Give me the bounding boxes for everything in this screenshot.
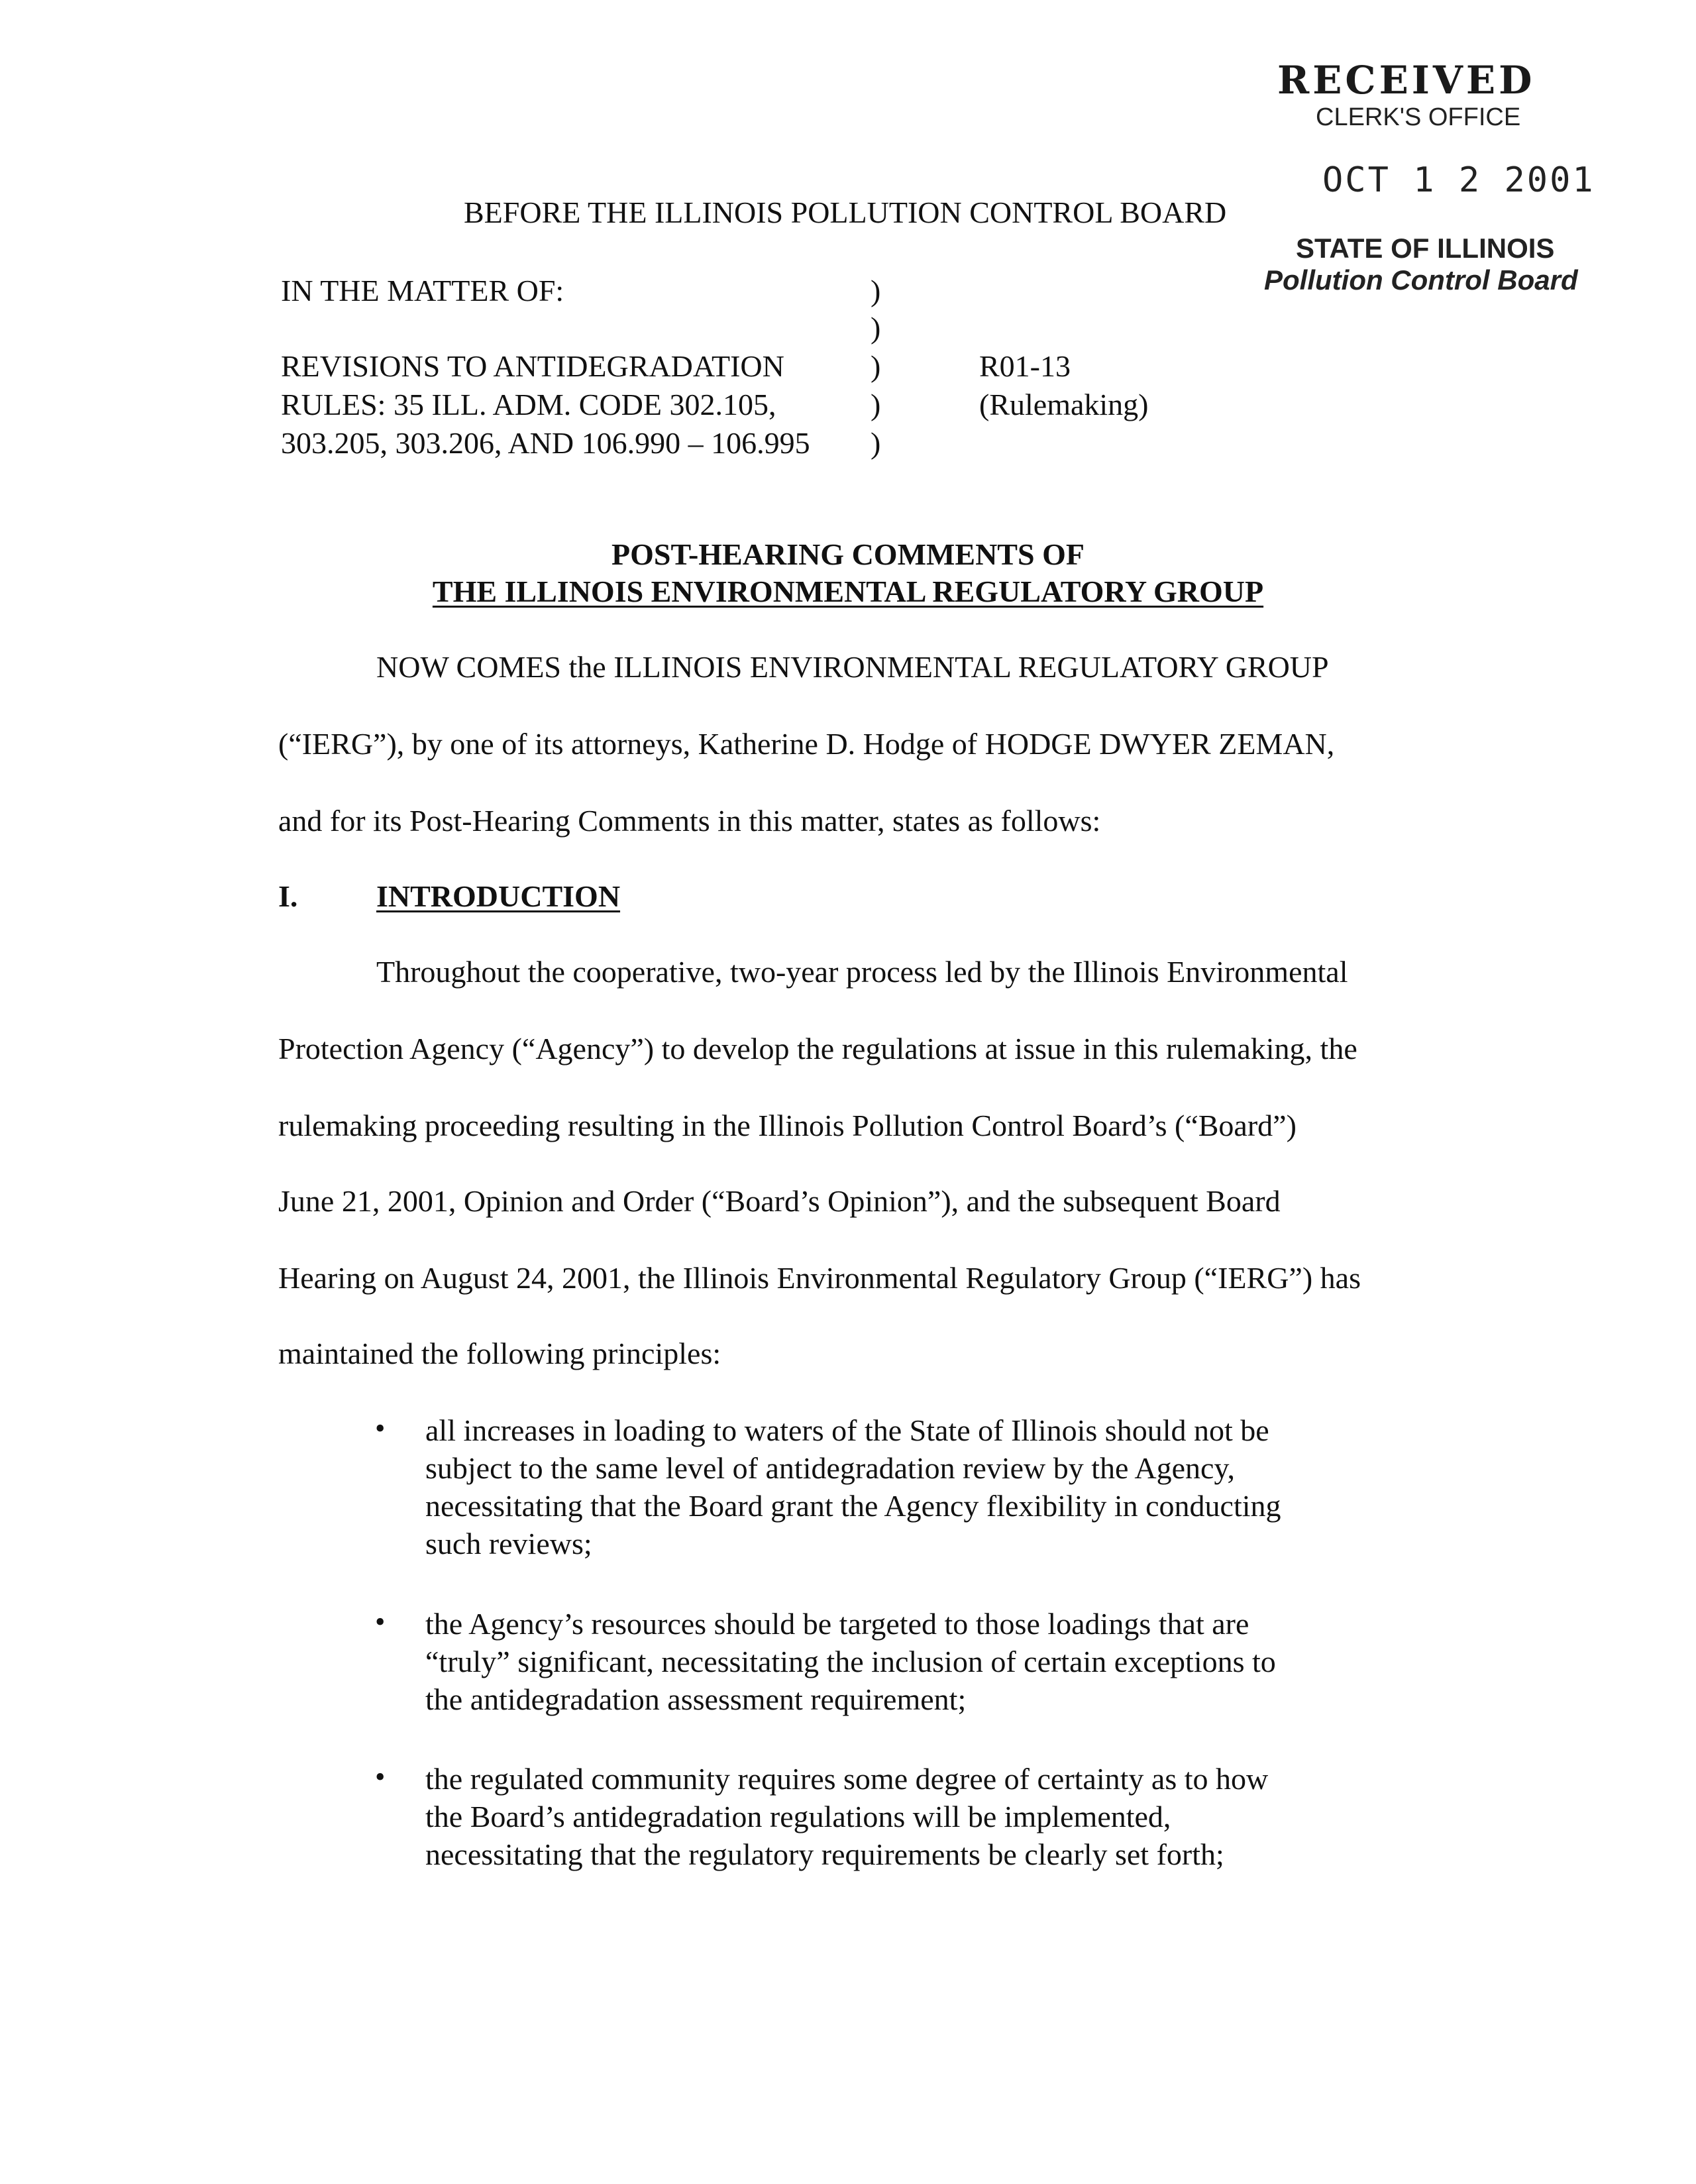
bullet-1-line: all increases in loading to waters of the State of Illinois should not be (425, 1413, 1269, 1447)
bullet-2-line: “truly” significant, necessitating the inclusion of certain exceptions to (425, 1645, 1276, 1678)
stamp-received: RECEIVED (1277, 58, 1536, 103)
bullet-3-line: the Board’s antidegradation regulations will be implemented, (425, 1800, 1171, 1833)
bullet-2-line: the antidegradation assessment requirement; (425, 1682, 967, 1716)
caption-line-3: REVISIONS TO ANTIDEGRADATION (281, 349, 784, 383)
stamp-office: CLERK'S OFFICE (1316, 103, 1521, 131)
section-heading: INTRODUCTION (376, 879, 621, 913)
body-line: maintained the following principles: (278, 1337, 721, 1370)
bullet-3-line: the regulated community requires some degree of certainty as to how (425, 1762, 1269, 1796)
caption-paren: ) (871, 426, 881, 460)
case-type: (Rulemaking) (979, 388, 1149, 421)
bullet-1-line: necessitating that the Board grant the Agency flexibility in conducting (425, 1489, 1281, 1523)
stamp-date: OCT 1 2 2001 (1322, 160, 1595, 200)
bullet-symbol: • (375, 1606, 386, 1638)
caption-paren: ) (871, 311, 881, 345)
caption-paren: ) (871, 274, 881, 307)
bullet-3-line: necessitating that the regulatory requirements be clearly set forth; (425, 1837, 1224, 1871)
caption-paren: ) (871, 349, 881, 383)
body-line: rulemaking proceeding resulting in the Illinois Pollution Control Board’s (“Board”) (278, 1109, 1297, 1142)
bullet-1-line: subject to the same level of antidegradation review by the Agency, (425, 1451, 1235, 1485)
bullet-1-line: such reviews; (425, 1527, 592, 1560)
body-line: Hearing on August 24, 2001, the Illinois Environmental Regulatory Group (“IERG”) has (278, 1261, 1361, 1295)
section-number: I. (278, 879, 298, 913)
intro-line: and for its Post-Hearing Comments in this matter, states as follows: (278, 804, 1101, 838)
case-number: R01-13 (979, 349, 1071, 383)
caption-line-5: 303.205, 303.206, AND 106.990 – 106.995 (281, 426, 810, 460)
document-title-line-1: POST-HEARING COMMENTS OF (611, 537, 1085, 571)
intro-line: (“IERG”), by one of its attorneys, Katherine D. Hodge of HODGE DWYER ZEMAN, (278, 727, 1335, 761)
caption-line-1: IN THE MATTER OF: (281, 274, 564, 307)
bullet-2-line: the Agency’s resources should be targeted to those loadings that are (425, 1607, 1249, 1641)
bullet-symbol: • (375, 1761, 386, 1793)
stamp-board: Pollution Control Board (1264, 264, 1578, 296)
document-title-line-2: THE ILLINOIS ENVIRONMENTAL REGULATORY GROUP (432, 574, 1264, 608)
intro-line: NOW COMES the ILLINOIS ENVIRONMENTAL REGULATORY GROUP (376, 650, 1329, 684)
body-line: June 21, 2001, Opinion and Order (“Board’s Opinion”), and the subsequent Board (278, 1184, 1281, 1218)
caption-line-4: RULES: 35 ILL. ADM. CODE 302.105, (281, 388, 776, 421)
body-line: Throughout the cooperative, two-year process led by the Illinois Environmental (376, 955, 1348, 989)
court-heading: BEFORE THE ILLINOIS POLLUTION CONTROL BOARD (464, 195, 1227, 229)
stamp-state: STATE OF ILLINOIS (1296, 233, 1555, 264)
caption-paren: ) (871, 388, 881, 421)
body-line: Protection Agency (“Agency”) to develop the regulations at issue in this rulemaking, the (278, 1032, 1357, 1065)
bullet-symbol: • (375, 1412, 386, 1445)
